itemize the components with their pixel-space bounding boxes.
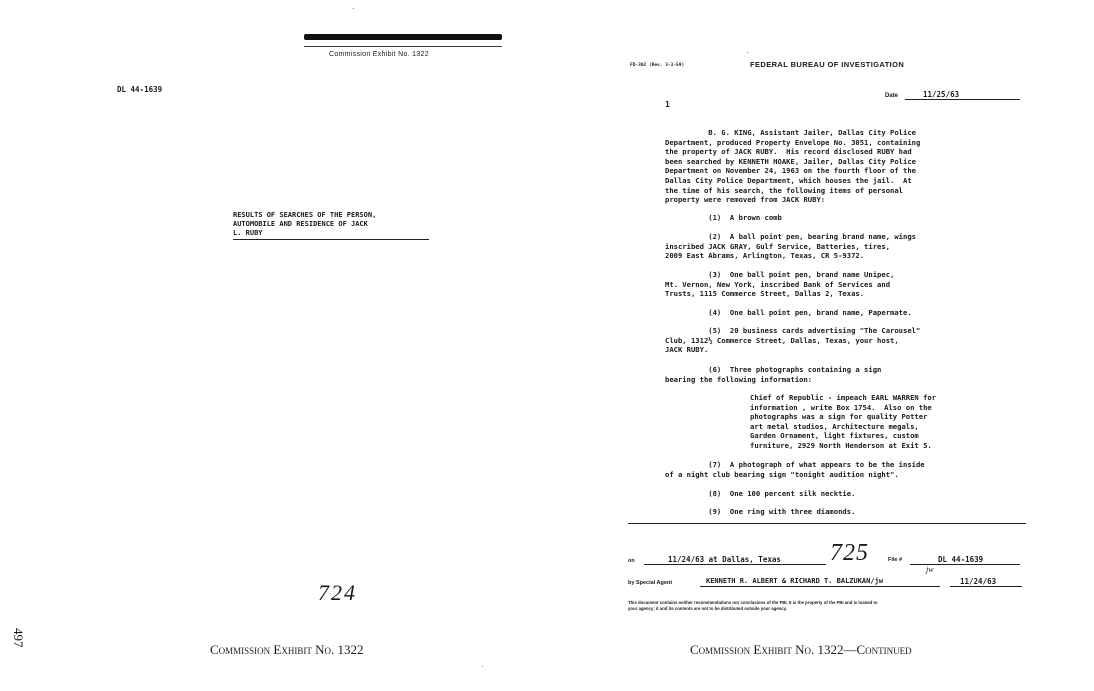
date-dictated: 11/24/63 — [960, 577, 997, 586]
special-agent-label: by Special Agent — [628, 580, 673, 586]
page-marker: 1 — [665, 100, 670, 109]
date-underline — [905, 99, 1020, 100]
scan-speck — [482, 666, 483, 667]
property-item-3: (3) One ball point pen, brand name Unipec, Mt. Vernon, New York, inscribed Bank of Services and Trusts, 1115 Commerce Street, Dallas 2, Texas. — [665, 270, 895, 299]
scan-speck — [353, 8, 354, 9]
footer-rule — [628, 523, 1026, 524]
results-title-line: AUTOMOBILE AND RESIDENCE OF JACK — [233, 220, 368, 228]
date-label: Date — [885, 93, 899, 99]
handwritten-initials: jw — [926, 565, 934, 574]
fbi-header: FEDERAL BUREAU OF INVESTIGATION — [750, 60, 905, 69]
property-item-6-quote: Chief of Republic - impeach EARL WARREN for information , write Box 1754. Also on the photographs was a sign for quality Potter art metal studios, Architecture megals, Garden Ornament, light fixtures, custom furniture, 2929 North Henderson at Exit 5. — [750, 393, 937, 450]
special-agents: KENNETH R. ALBERT & RICHARD T. BALZUKAN/jw — [706, 577, 884, 585]
property-item-7: (7) A photograph of what appears to be the inside of a night club bearing sign "tonight audition night". — [665, 460, 925, 479]
left-exhibit-header: Commission Exhibit No. 1322 — [329, 51, 429, 58]
property-item-8: (8) One 100 percent silk necktie. — [665, 489, 856, 498]
file-value: DL 44-1639 — [938, 555, 984, 564]
property-item-2: (2) A ball point pen, bearing brand name, wings inscribed JACK GRAY, Gulf Service, Batteries, tires, 2009 East Abrams, Arlington, Texas, CR 5-9372. — [665, 232, 916, 261]
results-title — [233, 211, 433, 238]
results-title-line: L. RUBY — [233, 229, 263, 237]
interview-date-place: 11/24/63 at Dallas, Texas — [668, 555, 781, 564]
dictated-date-underline — [950, 586, 1022, 587]
header-bar — [304, 34, 502, 40]
header-rule — [304, 46, 502, 47]
left-file-number: DL 44-1639 — [117, 85, 163, 94]
property-item-6: (6) Three photographs containing a sign bearing the following information: — [665, 365, 882, 384]
footer-handwritten-number: 725 — [830, 540, 869, 566]
fbi-disclaimer: This document contains neither recommendations nor conclusions of the FBI. It is the property of the FBI and is loaned to your agency; it and its contents are not to be distributed outside your agency. — [628, 600, 878, 611]
page-number: 497 — [11, 628, 26, 648]
form-number: FD-302 (Rev. 3-3-59) — [630, 63, 685, 68]
on-label: on — [628, 558, 635, 564]
property-item-5: (5) 20 business cards advertising "The Carousel" Club, 1312½ Commerce Street, Dallas, Texas, your host, JACK RUBY. — [665, 326, 921, 355]
right-exhibit-caption: Commission Exhibit No. 1322—Continued — [690, 642, 912, 657]
results-title-underline — [233, 239, 429, 240]
property-item-9: (9) One ring with three diamonds. — [665, 507, 856, 516]
main-paragraph: B. G. KING, Assistant Jailer, Dallas City Police Department, produced Property Envelope No. 3051, containing the property of JACK RUBY. His record disclosed RUBY had been searched by KENNETH HOAKE, Jailer, Dallas City Police Department on November 24, 1963 on the fourth floor of the Dallas City Police Department, which houses the jail. At the time of his search, the following items of personal property were removed from JACK RUBY: — [665, 128, 921, 205]
property-item-4: (4) One ball point pen, brand name, Papermate. — [665, 308, 912, 317]
agents-underline — [700, 586, 940, 587]
date-value: 11/25/63 — [923, 90, 960, 99]
left-exhibit-caption: Commission Exhibit No. 1322 — [210, 642, 364, 657]
results-title-line: RESULTS OF SEARCHES OF THE PERSON, — [233, 211, 377, 219]
file-label: File # — [888, 557, 903, 563]
left-handwritten-number: 724 — [318, 580, 357, 605]
property-item-1: (1) A brown comb — [665, 213, 782, 222]
scan-speck — [747, 52, 748, 53]
on-underline — [644, 564, 826, 565]
